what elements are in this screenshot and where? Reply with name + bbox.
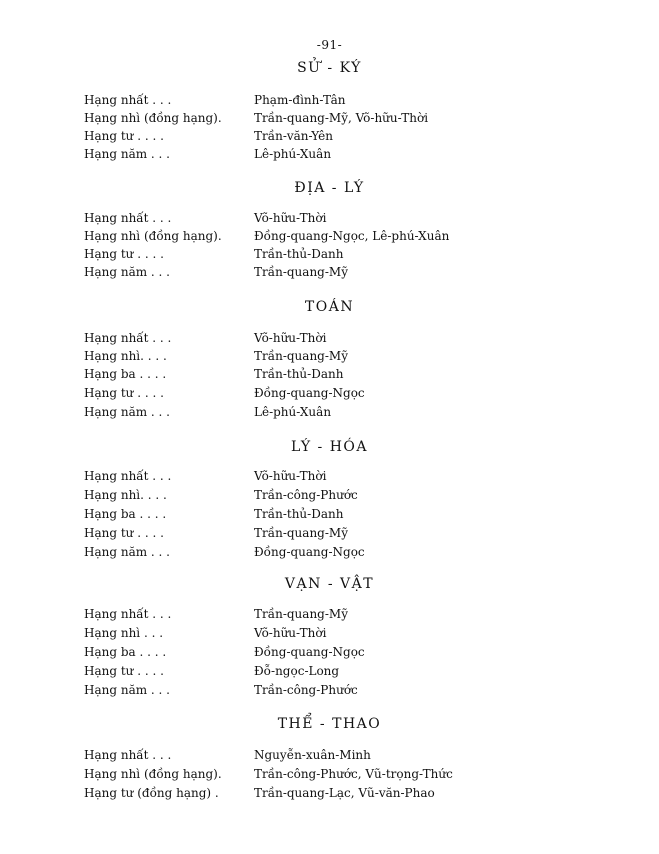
rank-label: Hạng tư . . . . (84, 129, 164, 143)
rank-label: Hạng nhì. . . . (84, 488, 167, 502)
student-name: Võ-hữu-Thời (254, 469, 327, 483)
list-item (84, 405, 604, 421)
student-name: Lê-phú-Xuân (254, 405, 332, 419)
student-name: Trần-quang-Lạc, Vũ-văn-Phao (254, 786, 435, 800)
student-name: Nguyễn-xuân-Minh (254, 748, 371, 762)
list-item (84, 488, 604, 504)
section-title-su-ky: SỬ - KÝ (297, 60, 362, 76)
list-item (84, 469, 604, 485)
section-title-ly-hoa: LÝ - HÓA (290, 439, 369, 455)
list-item (84, 645, 604, 661)
rank-label: Hạng nhì (đồng hạng). (84, 111, 222, 125)
list-item (84, 229, 604, 245)
page-number: -91- (316, 38, 343, 52)
rank-label: Hạng nhì . . . (84, 626, 164, 640)
list-item (84, 93, 604, 109)
list-item (84, 748, 604, 764)
rank-label: Hạng nhất . . . (84, 211, 172, 225)
rank-label: Hạng nhì (đồng hạng). (84, 229, 222, 243)
student-name: Trần-quang-Mỹ (254, 265, 348, 279)
student-name: Võ-hữu-Thời (254, 626, 327, 640)
list-item (84, 247, 604, 263)
student-name: Trần-văn-Yên (254, 129, 333, 143)
student-name: Đồng-quang-Ngọc, Lê-phú-Xuân (254, 229, 450, 243)
list-item (84, 349, 604, 365)
list-item (84, 683, 604, 699)
student-name: Trần-công-Phước (254, 488, 358, 502)
list-item (84, 147, 604, 163)
rank-label: Hạng nhì (đồng hạng). (84, 767, 222, 781)
rank-label: Hạng tư . . . . (84, 526, 164, 540)
rank-label: Hạng nhất . . . (84, 469, 172, 483)
student-name: Võ-hữu-Thời (254, 331, 327, 345)
rank-label: Hạng ba . . . . (84, 645, 167, 659)
section-title-dia-ly: ĐỊA - LÝ (294, 180, 365, 196)
rank-label: Hạng nhất . . . (84, 93, 172, 107)
section-title-the-thao: THỂ - THAO (277, 716, 382, 732)
student-name: Trần-quang-Mỹ, Võ-hữu-Thời (254, 111, 429, 125)
rank-label: Hạng nhất . . . (84, 607, 172, 621)
list-item (84, 331, 604, 347)
student-name: Trần-quang-Mỹ (254, 526, 348, 540)
student-name: Đồng-quang-Ngọc (254, 545, 365, 559)
student-name: Trần-thủ-Danh (254, 507, 344, 521)
section-title-van-vat: VẠN - VẬT (284, 576, 375, 592)
rank-label: Hạng tư . . . . (84, 386, 164, 400)
rank-label: Hạng tư (đồng hạng) . (84, 786, 219, 800)
student-name: Trần-công-Phước (254, 683, 358, 697)
student-name: Trần-thủ-Danh (254, 367, 344, 381)
student-name: Đồng-quang-Ngọc (254, 645, 365, 659)
rank-label: Hạng ba . . . . (84, 367, 167, 381)
rank-label: Hạng nhất . . . (84, 331, 172, 345)
list-item (84, 786, 604, 802)
list-item (84, 265, 604, 281)
student-name: Trần-quang-Mỹ (254, 607, 348, 621)
list-item (84, 111, 604, 127)
rank-label: Hạng năm . . . (84, 545, 170, 559)
list-item (84, 526, 604, 542)
list-item (84, 767, 604, 783)
section-title-toan: TOÁN (304, 299, 355, 315)
list-item (84, 211, 604, 227)
student-name: Đỗ-ngọc-Long (254, 664, 340, 678)
rank-label: Hạng năm . . . (84, 683, 170, 697)
student-name: Phạm-đình-Tân (254, 93, 346, 107)
student-name: Trần-thủ-Danh (254, 247, 344, 261)
student-name: Lê-phú-Xuân (254, 147, 332, 161)
rank-label: Hạng tư . . . . (84, 664, 164, 678)
list-item (84, 386, 604, 402)
rank-label: Hạng năm . . . (84, 405, 170, 419)
list-item (84, 664, 604, 680)
list-item (84, 545, 604, 561)
student-name: Võ-hữu-Thời (254, 211, 327, 225)
rank-label: Hạng ba . . . . (84, 507, 167, 521)
list-item (84, 507, 604, 523)
list-item (84, 129, 604, 145)
list-item (84, 626, 604, 642)
list-item (84, 367, 604, 383)
student-name: Trần-công-Phước, Vũ-trọng-Thức (254, 767, 453, 781)
rank-label: Hạng năm . . . (84, 147, 170, 161)
rank-label: Hạng nhì. . . . (84, 349, 167, 363)
list-item (84, 607, 604, 623)
student-name: Trần-quang-Mỹ (254, 349, 348, 363)
rank-label: Hạng tư . . . . (84, 247, 164, 261)
student-name: Đồng-quang-Ngọc (254, 386, 365, 400)
rank-label: Hạng nhất . . . (84, 748, 172, 762)
rank-label: Hạng năm . . . (84, 265, 170, 279)
